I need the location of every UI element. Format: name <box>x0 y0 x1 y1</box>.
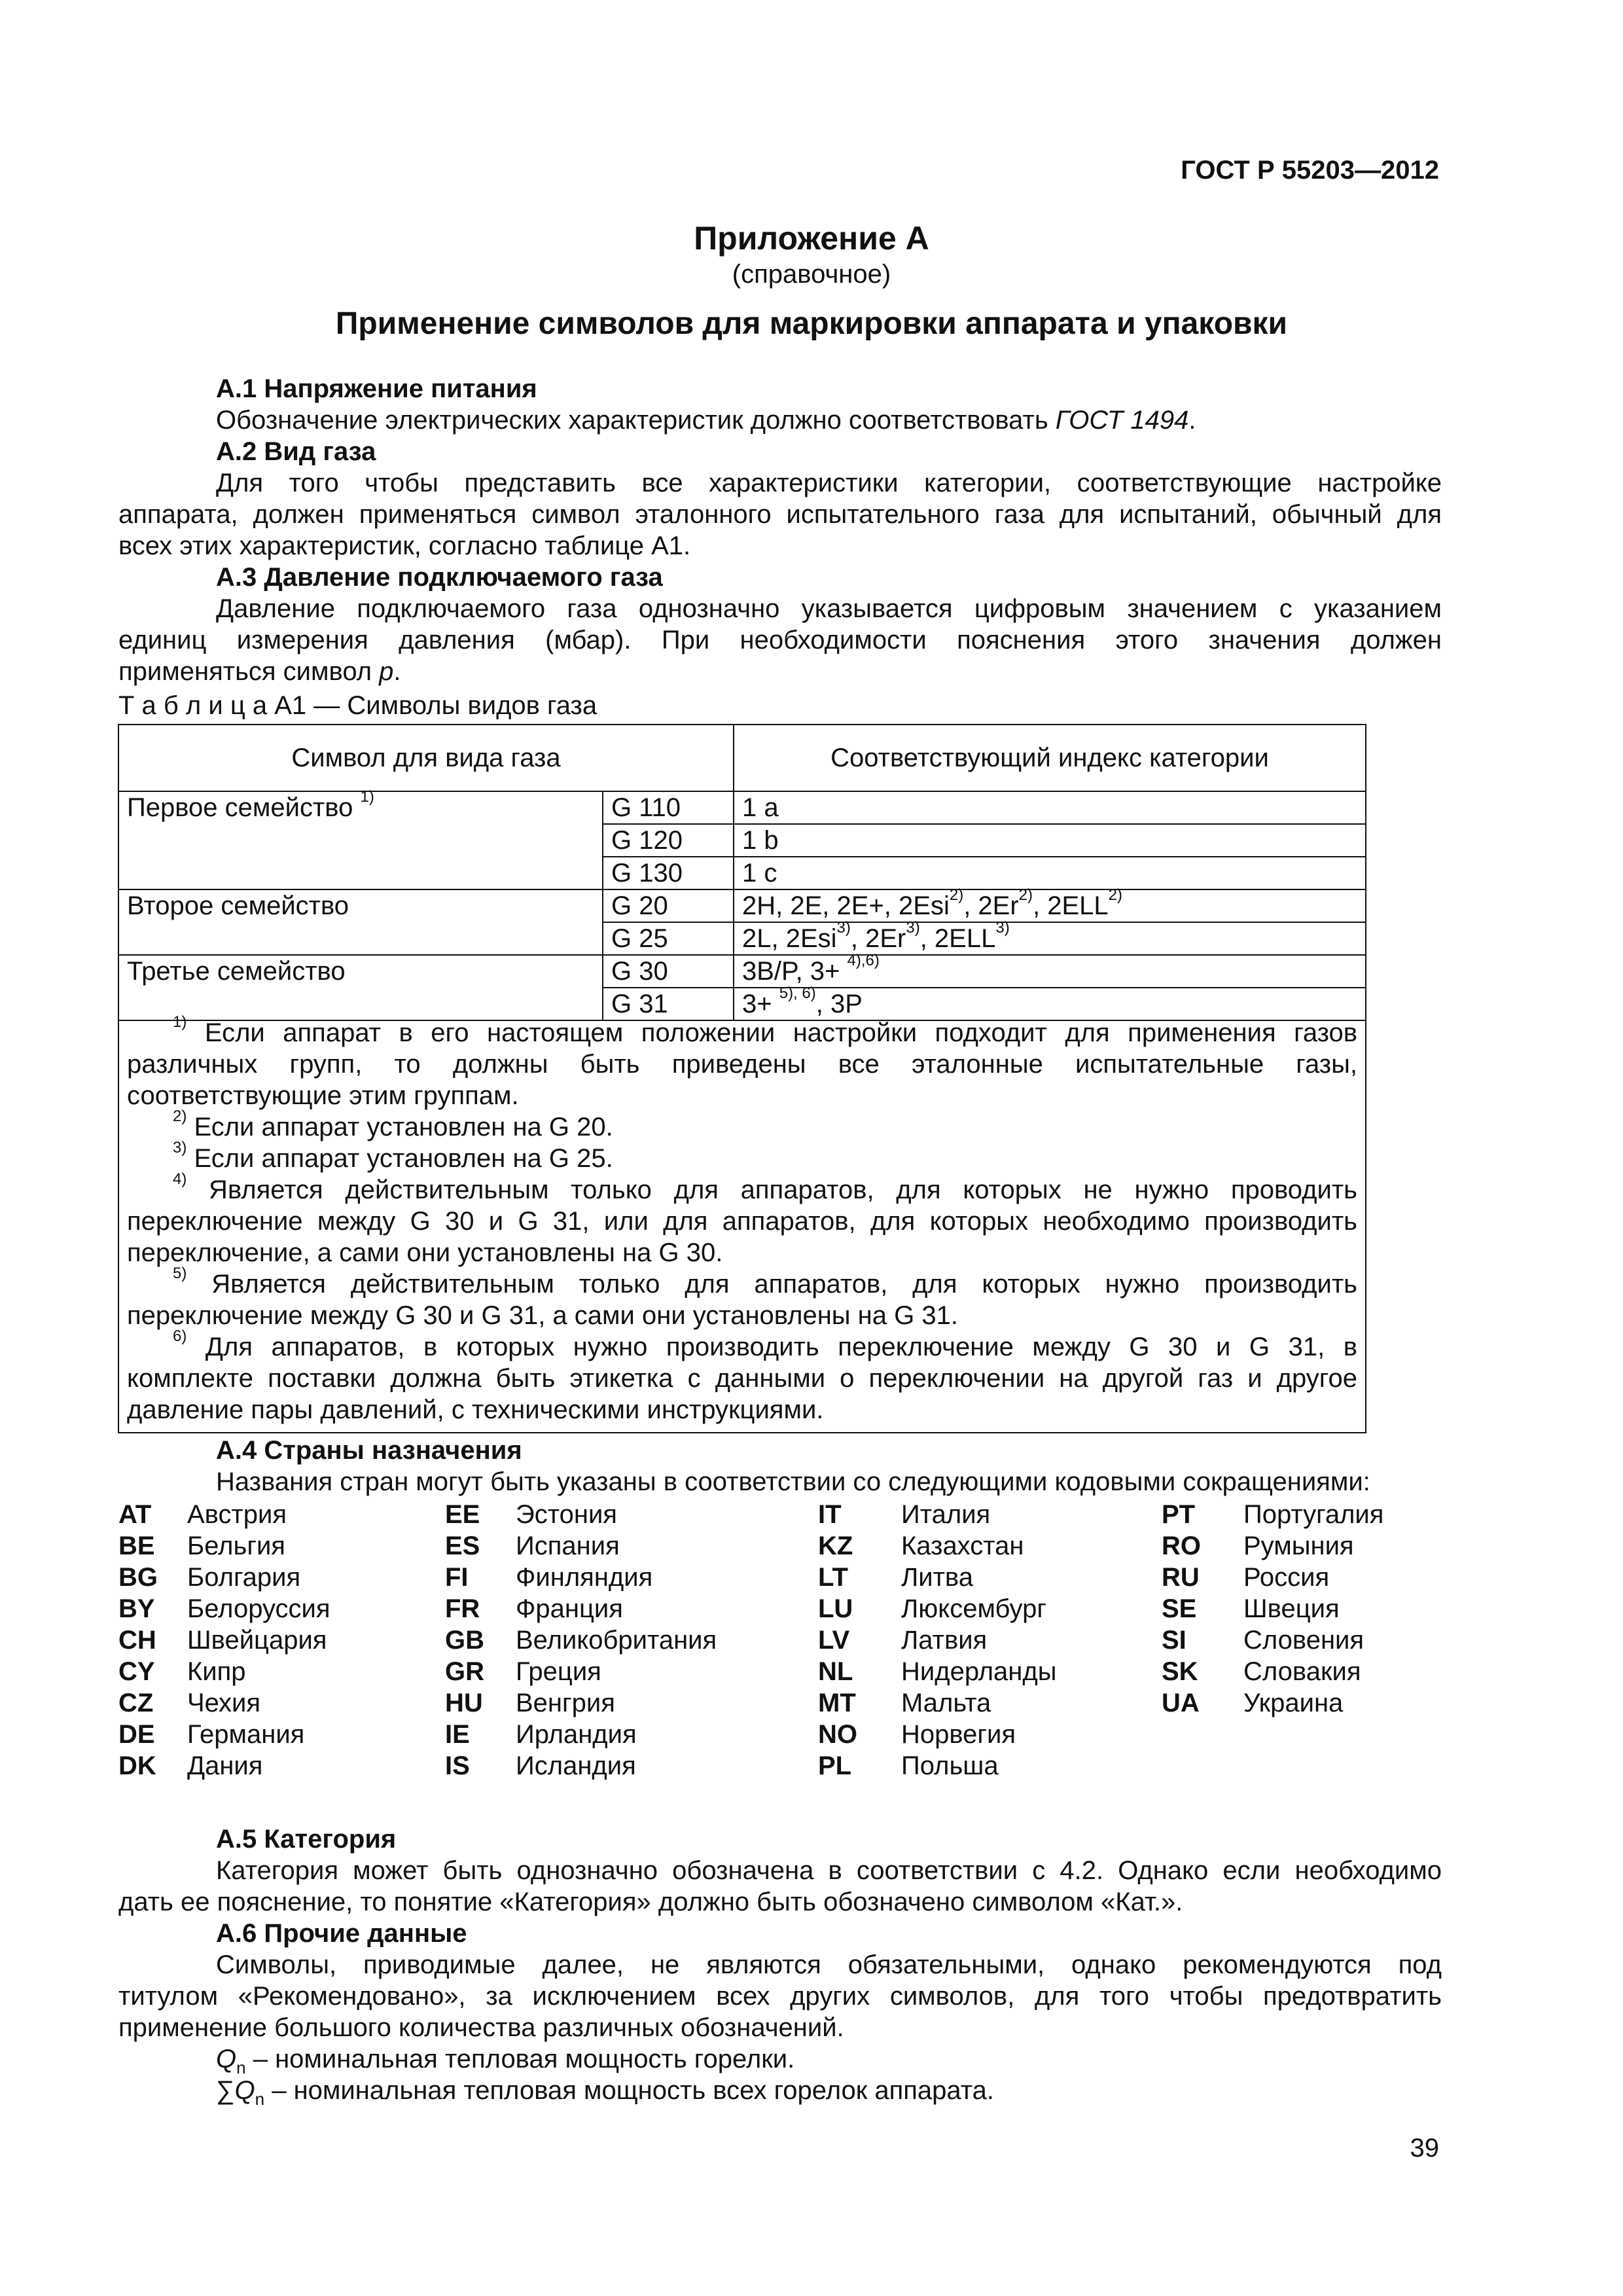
section-a3-line2: единиц измерения давления (мбар). При необходимости пояснения этого значения должен <box>118 626 1442 655</box>
country-code: MT <box>818 1689 856 1717</box>
table-family-cell: Третье семейство <box>118 955 603 1020</box>
country-code: NL <box>818 1657 853 1686</box>
symbol-sum-qn-description: – номинальная тепловая мощность всех горелок аппарата. <box>264 2076 994 2105</box>
symbol-q: Q <box>216 2045 237 2073</box>
section-a2-heading: А.2 Вид газа <box>216 437 376 466</box>
country-name: Греция <box>516 1657 601 1686</box>
table-family-cell: Второе семейство <box>118 889 603 955</box>
section-a5-line1: Категория может быть однозначно обозначена в соответствии с 4.2. Однако если необходимо <box>216 1856 1442 1885</box>
country-name: Бельгия <box>187 1532 285 1560</box>
country-name: Польша <box>901 1751 999 1780</box>
section-a6-line3: применение большого количества различных обозначений. <box>118 2013 844 2042</box>
section-a3-line3 <box>118 656 1442 687</box>
country-code: EE <box>445 1500 480 1529</box>
country-code: FI <box>445 1563 469 1592</box>
table-gas-cell: G 31 <box>603 988 734 1020</box>
section-a3-line1: Давление подключаемого газа однозначно указывается цифровым значением с указанием <box>216 594 1442 623</box>
section-a3-line3-dot: . <box>393 657 401 686</box>
country-code: AT <box>118 1500 152 1529</box>
section-a6-line1: Символы, приводимые далее, не являются обязательными, однако рекомендуются под <box>216 1950 1442 1979</box>
country-code: LV <box>818 1626 850 1655</box>
footnote-5: $^{5)}$ Является действительным только для аппаратов, для которых нужно производить <box>173 1265 1357 1299</box>
table-header-row <box>118 725 1366 791</box>
table-gas-cell: G 20 <box>603 889 734 922</box>
table-header-symbol: Символ для вида газа <box>118 725 734 791</box>
section-a2-line1: Для того чтобы представить все характеристики категории, соответствующие настройке <box>216 469 1442 497</box>
table-index-cell: 1 a <box>734 791 1366 824</box>
section-a6-line2: титулом «Рекомендовано», за исключением всех других символов, для того чтобы предотвратить <box>118 1982 1442 2011</box>
symbol-q-subscript: n <box>255 2089 265 2109</box>
section-a1-dot: . <box>1188 406 1196 435</box>
family-footnote-mark: 1) <box>360 788 374 806</box>
country-code: GR <box>445 1657 484 1686</box>
country-code: CY <box>118 1657 155 1686</box>
footnote-4-line3: переключение, а сами они установлены на G 30. <box>127 1238 723 1267</box>
table-row <box>118 955 1366 988</box>
country-code: CH <box>118 1626 156 1655</box>
country-code: RU <box>1162 1563 1200 1592</box>
footnote-3: $^{3)}$ Если аппарат установлен на G 25. <box>173 1139 613 1173</box>
country-name: Испания <box>516 1532 620 1560</box>
country-name: Мальта <box>901 1689 991 1717</box>
section-a5-heading: А.5 Категория <box>216 1825 397 1854</box>
footnote-1-line2: различных групп, то должны быть приведены все эталонные испытательные газы, <box>127 1050 1357 1079</box>
symbol-q-subscript: n <box>236 2058 246 2077</box>
country-name: Румыния <box>1243 1532 1354 1560</box>
country-name: Норвегия <box>901 1720 1016 1749</box>
country-code: KZ <box>818 1532 853 1560</box>
country-name: Швейцария <box>187 1626 327 1655</box>
country-name: Дания <box>187 1751 263 1780</box>
table-gas-cell: G 30 <box>603 955 734 988</box>
country-code: LT <box>818 1563 848 1592</box>
table-row <box>118 889 1366 922</box>
country-code: FR <box>445 1594 480 1623</box>
sum-symbol: ∑ <box>216 2076 235 2105</box>
footnote-1-line3: соответствующие этим группам. <box>127 1081 519 1110</box>
country-name: Австрия <box>187 1500 287 1529</box>
appendix-title: Приложение А <box>694 220 929 257</box>
country-code: IT <box>818 1500 842 1529</box>
country-code: DE <box>118 1720 155 1749</box>
table-index-cell: 2H, 2E, 2E+, 2Esi$^{2)}$, 2Er$^{2)}$, 2ELL$^{2)}$ <box>734 889 1366 922</box>
section-a3-line3-text: применяться символ <box>118 657 380 686</box>
section-a6-heading: А.6 Прочие данные <box>216 1919 467 1948</box>
country-name: Кипр <box>187 1657 246 1686</box>
table-index-cell: 3+ $^{5), 6)}$, 3P <box>734 988 1366 1020</box>
family-label: Первое семейство <box>127 793 361 822</box>
country-code: GB <box>445 1626 484 1655</box>
footnote-5-line2: переключение между G 30 и G 31, а сами они установлены на G 31. <box>127 1301 958 1330</box>
country-name: Швеция <box>1243 1594 1340 1623</box>
section-a4-text: Названия стран могут быть указаны в соответствии со следующими кодовыми сокращениями: <box>216 1467 1370 1496</box>
country-code: DK <box>118 1751 156 1780</box>
section-a2-line2: аппарата, должен применяться символ эталонного испытательного газа для испытаний, обычный для <box>118 500 1442 529</box>
country-name: Литва <box>901 1563 973 1592</box>
country-name: Белоруссия <box>187 1594 330 1623</box>
section-a5-line2: дать ее пояснение, то понятие «Категория» должно быть обозначено символом «Кат.». <box>118 1888 1183 1916</box>
country-name: Италия <box>901 1500 991 1529</box>
country-code: IS <box>445 1751 470 1780</box>
section-a2-line3: всех этих характеристик, согласно таблице А1. <box>118 531 691 560</box>
country-name: Словакия <box>1243 1657 1361 1686</box>
appendix-heading: Применение символов для маркировки аппарата и упаковки <box>335 306 1288 341</box>
country-name: Португалия <box>1243 1500 1384 1529</box>
country-code: SI <box>1162 1626 1186 1655</box>
country-name: Франция <box>516 1594 623 1623</box>
footnote-6-line3: давление пары давлений, с техническими инструкциями. <box>127 1395 824 1424</box>
section-a1-text <box>216 404 1196 436</box>
symbol-q: Q <box>234 2076 255 2105</box>
symbol-qn-description: – номинальная тепловая мощность горелки. <box>245 2045 795 2073</box>
country-code: IE <box>445 1720 470 1749</box>
country-name: Россия <box>1243 1563 1330 1592</box>
country-name: Казахстан <box>901 1532 1024 1560</box>
gost-1494-ref: ГОСТ 1494 <box>1055 406 1189 435</box>
footnote-6-line2: комплекте поставки должна быть этикетка с данными о переключении на другой газ и другое <box>127 1364 1357 1393</box>
country-name: Германия <box>187 1720 305 1749</box>
table-index-cell: 2L, 2Esi$^{3)}$, 2Er$^{3)}$, 2ELL$^{3)}$ <box>734 922 1366 955</box>
country-code: SK <box>1162 1657 1198 1686</box>
document-code: ГОСТ Р 55203—2012 <box>1181 156 1439 185</box>
page-number: 39 <box>1410 2134 1439 2162</box>
country-code: RO <box>1162 1532 1201 1560</box>
country-code: UA <box>1162 1689 1200 1717</box>
table-gas-cell: G 25 <box>603 922 734 955</box>
table-family-cell <box>118 788 603 889</box>
table-index-cell: 3B/P, 3+ $^{4),6)}$ <box>734 955 1366 988</box>
country-code: BY <box>118 1594 155 1623</box>
footnote-4-line2: переключение между G 30 и G 31, или для аппаратов, для которых необходимо производить <box>127 1207 1357 1236</box>
country-code: PT <box>1162 1500 1196 1529</box>
footnote-6: $^{6)}$ Для аппаратов, в которых нужно производить переключение между G 30 и G 31, в <box>173 1327 1357 1361</box>
country-code: SE <box>1162 1594 1197 1623</box>
section-a3-heading: А.3 Давление подключаемого газа <box>216 563 663 592</box>
appendix-subtitle: (справочное) <box>732 260 891 289</box>
footnote-2: $^{2)}$ Если аппарат установлен на G 20. <box>173 1107 613 1141</box>
table-gas-cell: G 120 <box>603 824 734 857</box>
country-code: CZ <box>118 1689 154 1717</box>
country-code: BG <box>118 1563 158 1592</box>
section-a1-body: Обозначение электрических характеристик должно соответствовать <box>216 406 1056 435</box>
table-header-index: Соответствующий индекс категории <box>734 725 1366 791</box>
country-name: Финляндия <box>516 1563 653 1592</box>
table-caption: Т а б л и ц а А1 — Символы видов газа <box>118 691 597 720</box>
table-gas-cell: G 110 <box>603 791 734 824</box>
country-name: Нидерланды <box>901 1657 1057 1686</box>
table-gas-cell: G 130 <box>603 857 734 889</box>
country-code: PL <box>818 1751 852 1780</box>
country-code: ES <box>445 1532 480 1560</box>
footnote-4: $^{4)}$ Является действительным только для аппаратов, для которых не нужно проводить <box>173 1170 1357 1204</box>
country-name: Ирландия <box>516 1720 637 1749</box>
country-name: Словения <box>1243 1626 1364 1655</box>
table-footnotes <box>118 1013 1366 1433</box>
gas-symbols-table <box>118 724 1366 1021</box>
footnote-1: $^{1)}$ Если аппарат в его настоящем положении настройки подходит для применения газов <box>173 1013 1357 1047</box>
country-name: Эстония <box>516 1500 617 1529</box>
country-name: Украина <box>1243 1689 1344 1717</box>
country-name: Исландия <box>516 1751 636 1780</box>
country-name: Великобритания <box>516 1626 717 1655</box>
country-name: Люксембург <box>901 1594 1046 1623</box>
country-name: Болгария <box>187 1563 301 1592</box>
country-name: Венгрия <box>516 1689 615 1717</box>
country-name: Чехия <box>187 1689 261 1717</box>
symbol-p: p <box>379 657 394 686</box>
section-a4-heading: А.4 Страны назначения <box>216 1436 522 1465</box>
section-a1-heading: А.1 Напряжение питания <box>216 374 537 403</box>
country-code: LU <box>818 1594 853 1623</box>
country-code: NO <box>818 1720 857 1749</box>
table-index-cell: 1 c <box>734 857 1366 889</box>
table-row <box>118 791 1366 824</box>
symbol-sum-qn-line <box>216 2075 994 2115</box>
country-code: HU <box>445 1689 483 1717</box>
country-name: Латвия <box>901 1626 988 1655</box>
table-index-cell: 1 b <box>734 824 1366 857</box>
country-code: BE <box>118 1532 155 1560</box>
